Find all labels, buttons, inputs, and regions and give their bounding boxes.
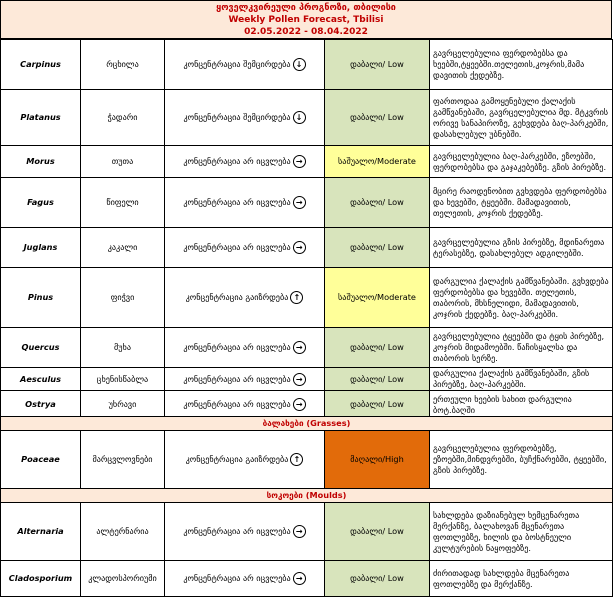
latin-name: Morus bbox=[1, 146, 81, 178]
local-name: მარცვლოვნები bbox=[81, 431, 165, 489]
level-cell: საშუალო/Moderate bbox=[325, 268, 430, 328]
grasses-section-title: ბალახები (Grasses) bbox=[1, 417, 613, 431]
latin-name: Aesculus bbox=[1, 368, 81, 391]
table-row bbox=[1, 431, 613, 489]
trees-table bbox=[0, 39, 613, 419]
local-name: თუთა bbox=[81, 146, 165, 178]
trend-cell bbox=[165, 40, 325, 90]
description: ფართოდაა გამოყენებული ქალაქის გამწვანებაში, გავრცელებულია მდ. მტკვრის ორივე სანაპიროზე, გეხვდება ბაღ-პარკებში, დასახლებულ უბნებში. bbox=[430, 90, 613, 146]
latin-name: Platanus bbox=[1, 90, 81, 146]
trend-text: კონცენტრაცია არ იცვლება bbox=[183, 197, 291, 207]
description: გავრცელებულია ბაღ-პარკებში, ეზოებში, ფერდობებსა და გაჯაკებებზე. გზის პირებზე. bbox=[430, 146, 613, 178]
table-row bbox=[1, 503, 613, 561]
table-row bbox=[1, 178, 613, 228]
trend-arrow-icon: ↑ bbox=[290, 453, 303, 466]
trend-text: კონცენტრაცია არ იცვლება bbox=[183, 242, 291, 252]
level-cell: მაღალი/High bbox=[325, 431, 430, 489]
description: ერთეული ხეების სახით დარგულია ბოტ.ბაღში bbox=[430, 391, 613, 419]
description: გავრცელებულია ტყეებში და ტყის პირებზე, კოჯრის მიდამოებში. წაჩისყალსა და თაბორის სერზე. bbox=[430, 328, 613, 368]
table-row bbox=[1, 391, 613, 419]
trend-arrow-icon: → bbox=[293, 398, 306, 411]
latin-name: Carpinus bbox=[1, 40, 81, 90]
trend-text: კონცენტრაცია არ იცვლება bbox=[183, 573, 291, 583]
trend-text: კონცენტრაცია არ იცვლება bbox=[183, 373, 291, 384]
latin-name: Alternaria bbox=[1, 503, 81, 561]
description: გავრცელებულია ფერდობებზე, ეზოებში,მინდვრებში, ბუჩქნარებში, ტყეებში, გზის პირებზე. bbox=[430, 431, 613, 489]
local-name: რცხილა bbox=[81, 40, 165, 90]
level-cell: დაბალი/ Low bbox=[325, 90, 430, 146]
description: სახლდება დაზიანებულ ხემცენარეთა მერქანზე, ბალახოვან მცენარეთა ფოთლებზე, ხილის და ბოსტნეული კულტურების ნაყოფებზე. bbox=[430, 503, 613, 561]
trend-arrow-icon: → bbox=[293, 341, 306, 354]
description: გავრცელებულია გზის პირებზე, მდინარეთა ტერასებზე, დასახლებულ ადგილებში. bbox=[430, 228, 613, 268]
level-cell: დაბალი/ Low bbox=[325, 178, 430, 228]
latin-name: Fagus bbox=[1, 178, 81, 228]
latin-name: Ostrya bbox=[1, 391, 81, 419]
local-name: კაკალი bbox=[81, 228, 165, 268]
trend-text: კონცენტრაცია შემცირდება bbox=[183, 59, 291, 69]
table-row bbox=[1, 368, 613, 391]
description: გავრცელებულია ფერდობებსა და ხეებში,ტყეებში.თელეთის,კოჯრის,მამა დავითის ქედებზე. bbox=[430, 40, 613, 90]
latin-name: Pinus bbox=[1, 268, 81, 328]
trend-arrow-icon: → bbox=[293, 572, 306, 585]
header-title-en: Weekly Pollen Forecast, Tbilisi bbox=[228, 15, 384, 25]
description: დარგულია ქალაქის გამწვანებაში, გზის პირებზე, ბაღ-პარკებში. bbox=[430, 368, 613, 391]
local-name: კლადოსპორიუმი bbox=[81, 561, 165, 597]
latin-name: Cladosporium bbox=[1, 561, 81, 597]
trend-text: კონცენტრაცია არ იცვლება bbox=[183, 526, 291, 536]
local-name: ფიჭვი bbox=[81, 268, 165, 328]
table-row bbox=[1, 90, 613, 146]
table-row bbox=[1, 328, 613, 368]
table-row bbox=[1, 146, 613, 178]
local-name: წიფელი bbox=[81, 178, 165, 228]
header-dates: 02.05.2022 - 08.04.2022 bbox=[244, 27, 368, 37]
trend-cell bbox=[165, 90, 325, 146]
description: მცირე რაოდენობით გვხვდება ფერდობებსა და ხევებში, ტყეებში. მამადავითის, თელეთის, კოჯრის ქედებზე. bbox=[430, 178, 613, 228]
trend-cell bbox=[165, 228, 325, 268]
trend-cell bbox=[165, 561, 325, 597]
description: ძირითადად სახლდება მცენარეთა ფოთლებზე და მერქანზე. bbox=[430, 561, 613, 597]
latin-name: Poaceae bbox=[1, 431, 81, 489]
trend-arrow-icon: ↑ bbox=[290, 291, 303, 304]
latin-name: Quercus bbox=[1, 328, 81, 368]
table-row bbox=[1, 268, 613, 328]
trend-cell bbox=[165, 503, 325, 561]
table-row bbox=[1, 561, 613, 597]
trend-cell bbox=[165, 391, 325, 419]
trend-text: კონცენტრაცია გაიზრდება bbox=[185, 292, 289, 302]
trend-arrow-icon: ↓ bbox=[293, 111, 306, 124]
grasses-table bbox=[0, 416, 613, 597]
trend-cell bbox=[165, 146, 325, 178]
trend-text: კონცენტრაცია არ იცვლება bbox=[183, 156, 291, 166]
table-row bbox=[1, 40, 613, 90]
level-cell: დაბალი/ Low bbox=[325, 391, 430, 419]
forecast-header bbox=[0, 0, 612, 39]
trend-arrow-icon: → bbox=[293, 373, 306, 386]
trend-text: კონცენტრაცია შემცირდება bbox=[183, 112, 291, 122]
level-cell: დაბალი/ Low bbox=[325, 368, 430, 391]
local-name: ალტერნარია bbox=[81, 503, 165, 561]
trend-text: კონცენტრაცია არ იცვლება bbox=[183, 399, 291, 409]
trend-arrow-icon: → bbox=[293, 241, 306, 254]
level-cell: დაბალი/ Low bbox=[325, 561, 430, 597]
latin-name: Juglans bbox=[1, 228, 81, 268]
moulds-section-title: სოკოები (Moulds) bbox=[1, 489, 613, 503]
local-name: ცხენისწაბლა bbox=[81, 368, 165, 391]
level-cell: დაბალი/ Low bbox=[325, 328, 430, 368]
description: დარგულია ქალაქის გამწვანებაში. გვხვდება ფერდობებსა და ხევებში. თელეთის, თაბორის, მხსნელიდი, მამადავითის, კოჯრის ქედებზე. ბაღ-პარკებში. bbox=[430, 268, 613, 328]
level-cell: საშუალო/Moderate bbox=[325, 146, 430, 178]
trend-cell bbox=[165, 178, 325, 228]
table-row bbox=[1, 228, 613, 268]
trend-cell bbox=[165, 268, 325, 328]
level-cell: დაბალი/ Low bbox=[325, 40, 430, 90]
trend-arrow-icon: → bbox=[293, 525, 306, 538]
trend-arrow-icon: → bbox=[293, 196, 306, 209]
local-name: უხრავი bbox=[81, 391, 165, 419]
local-name: ჭადარი bbox=[81, 90, 165, 146]
trend-text: კონცენტრაცია გაიზრდება bbox=[185, 454, 289, 464]
local-name: მუხა bbox=[81, 328, 165, 368]
level-cell: დაბალი/ Low bbox=[325, 228, 430, 268]
level-cell: დაბალი/ Low bbox=[325, 503, 430, 561]
trend-cell bbox=[165, 368, 325, 391]
trend-arrow-icon: ↓ bbox=[293, 58, 306, 71]
trend-arrow-icon: → bbox=[293, 155, 306, 168]
trend-cell bbox=[165, 328, 325, 368]
trend-cell bbox=[165, 431, 325, 489]
trend-text: კონცენტრაცია არ იცვლება bbox=[183, 342, 291, 352]
header-title-ka: ყოველკვირეული პროგნოზი, თბილისი bbox=[216, 3, 396, 13]
